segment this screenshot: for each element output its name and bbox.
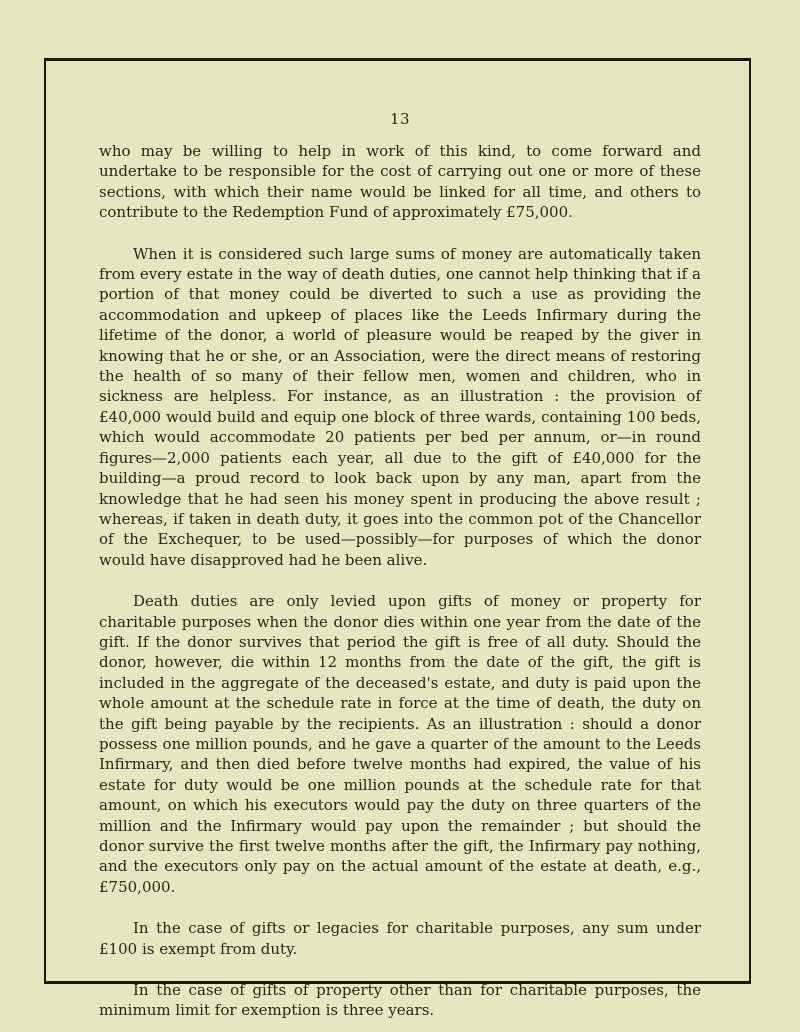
paragraph-continuation: who may be willing to help in work of this kind, to come forward and undertake to be responsible for the cost of carrying out one or more of these sections, with which their name would be linked for all time, and others to contribute to the Redemption Fund of approximately £75,000. [99,142,701,222]
paragraph-death-duties-rules: Death duties are only levied upon gifts of money or property for charitable purposes when the donor dies within one year from the date of the gift. If the donor survives that period the gift is free of all duty. Should the donor, however, die within 12 months from the date of the gift, the gift is included in the aggregate of the deceased's estate, and duty is paid upon the whole amount at the schedule rate in force at the time of death, the duty on the gift being payable by the recipients. As an illustration : should a donor possess one million pounds, and he gave a quarter of the amount to the Leeds Infirmary, and then died before twelve months had expired, the value of his estate for duty would be one million pounds at the schedule rate for that amount, on which his executors would pay the duty on three quarters of the million and the Infirmary would pay upon the remainder ; but should the donor survive the first twelve months after the gift, the Infirmary pay nothing, and the executors only pay on the actual amount of the estate at death, e.g., £750,000. [99,592,701,896]
body-text [99,141,701,1021]
paragraph-charitable-exemption: In the case of gifts or legacies for charitable purposes, any sum under £100 is exempt from duty. [99,919,701,958]
paragraph-death-duties-diversion: When it is considered such large sums of money are automatically taken from every estate in the way of death duties, one cannot help thinking that if a portion of that money could be diverted to such a use as providing the accommodation and upkeep of places like the Leeds Infirmary during the lifetime of the donor, a world of pleasure would be reaped by the giver in knowing that he or she, or an Association, were the direct means of restoring the health of so many of their fellow men, women and children, who in sickness are helpless. For instance, as an illustration : the provision of £40,000 would build and equip one block of three wards, containing 100 beds, which would accommodate 20 patients per bed per annum, or—in round figures—2,000 patients each year, all due to the gift of £40,000 for the building—a proud record to look back upon by any man, apart from the knowledge that he had seen his money spent in producing the above result ; whereas, if taken in death duty, it goes into the common pot of the Chancellor of the Exchequer, to be used—possibly—for purposes of which the donor would have disapproved had he been alive. [99,244,701,569]
page-number: 13 [389,110,411,128]
paragraph-non-charitable-limit: In the case of gifts of property other than for charitable purposes, the minimum limit for exemption is three years. [99,981,701,1020]
